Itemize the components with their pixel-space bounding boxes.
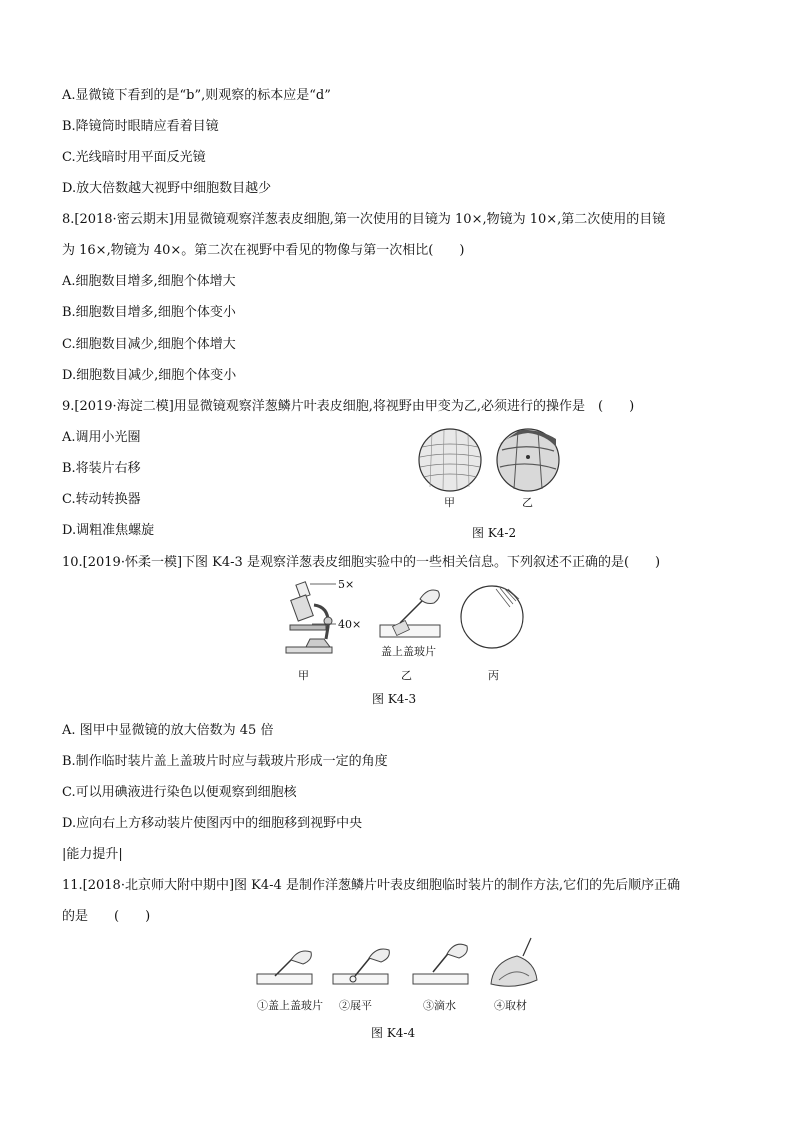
figure-k4-3-caption: 图 K4-3 — [372, 692, 417, 706]
section-title: |能力提升| — [62, 847, 123, 862]
q10-option-a: A. 图甲中显微镜的放大倍数为 45 倍 — [62, 723, 274, 738]
field-of-view-jia — [419, 429, 481, 491]
q10-stem: 10.[2019·怀柔一模]下图 K4-3 是观察洋葱表皮细胞实验中的一些相关信息。下列叙述不正确的是( ) — [62, 555, 661, 570]
q8-option-b: B.细胞数目增多,细胞个体变小 — [62, 305, 236, 320]
step-drip-water-illustration — [413, 944, 468, 984]
q9-option-c: C.转动转换器 — [62, 492, 141, 507]
figure-k4-2-caption: 图 K4-2 — [472, 526, 517, 540]
figure-k4-4 — [255, 936, 540, 994]
objective-label: 40× — [338, 618, 362, 631]
step-spread-illustration — [333, 949, 389, 984]
q9-option-d: D.调粗准焦螺旋 — [62, 523, 155, 538]
cover-slip-label: 盖上盖玻片 — [381, 645, 436, 658]
q9-option-a: A.调用小光圈 — [62, 430, 141, 445]
step-4-label: ④取材 — [494, 999, 527, 1012]
figure-k4-3-label-bing: 丙 — [488, 669, 499, 682]
microscope-illustration — [286, 582, 336, 653]
q9-stem: 9.[2019·海淀二模]用显微镜观察洋葱鳞片叶表皮细胞,将视野由甲变为乙,必须进行的操作是 ( ) — [62, 399, 635, 414]
field-of-view-yi — [497, 429, 559, 491]
q7-option-b: B.降镜筒时眼睛应看着目镜 — [62, 119, 219, 134]
step-cover-slip-illustration — [257, 951, 312, 984]
q11-stem-line2: 的是 ( ) — [62, 909, 151, 924]
q8-stem-line1: 8.[2018·密云期末]用显微镜观察洋葱表皮细胞,第一次使用的目镜为 10×,物镜为 10×,第二次使用的目镜 — [62, 212, 666, 227]
figure-k4-2-label-jia: 甲 — [444, 496, 455, 509]
figure-k4-2-label-yi: 乙 — [522, 496, 533, 509]
q8-option-a: A.细胞数目增多,细胞个体增大 — [62, 274, 236, 289]
figure-k4-3-label-jia: 甲 — [298, 669, 309, 682]
q9-option-b: B.将装片右移 — [62, 461, 141, 476]
q7-option-a: A.显微镜下看到的是“b”,则观察的标本应是“d” — [62, 88, 331, 103]
step-1-label: ①盖上盖玻片 — [257, 999, 323, 1012]
q8-option-c: C.细胞数目减少,细胞个体增大 — [62, 337, 236, 352]
figure-k4-2 — [410, 425, 570, 497]
step-take-material-illustration — [491, 938, 537, 986]
q8-option-d: D.细胞数目减少,细胞个体变小 — [62, 368, 237, 383]
step-2-label: ②展平 — [339, 999, 372, 1012]
q8-stem-line2: 为 16×,物镜为 40×。第二次在视野中看见的物像与第一次相比( ) — [62, 243, 465, 258]
figure-k4-4-caption: 图 K4-4 — [371, 1026, 416, 1040]
q7-option-c: C.光线暗时用平面反光镜 — [62, 150, 206, 165]
view-field-bing — [461, 586, 523, 648]
q10-option-b: B.制作临时装片盖上盖玻片时应与载玻片形成一定的角度 — [62, 754, 388, 769]
figure-k4-3-label-yi: 乙 — [401, 669, 412, 682]
q10-option-c: C.可以用碘液进行染色以便观察到细胞核 — [62, 785, 297, 800]
eyepiece-label: 5× — [338, 578, 355, 591]
step-3-label: ③滴水 — [423, 999, 456, 1012]
q7-option-d: D.放大倍数越大视野中细胞数目越少 — [62, 181, 272, 196]
q10-option-d: D.应向右上方移动装片使图丙中的细胞移到视野中央 — [62, 816, 363, 831]
q11-stem-line1: 11.[2018·北京师大附中期中]图 K4-4 是制作洋葱鳞片叶表皮细胞临时装片的制作方法,它们的先后顺序正确 — [62, 878, 681, 893]
cover-slip-illustration — [380, 590, 440, 637]
